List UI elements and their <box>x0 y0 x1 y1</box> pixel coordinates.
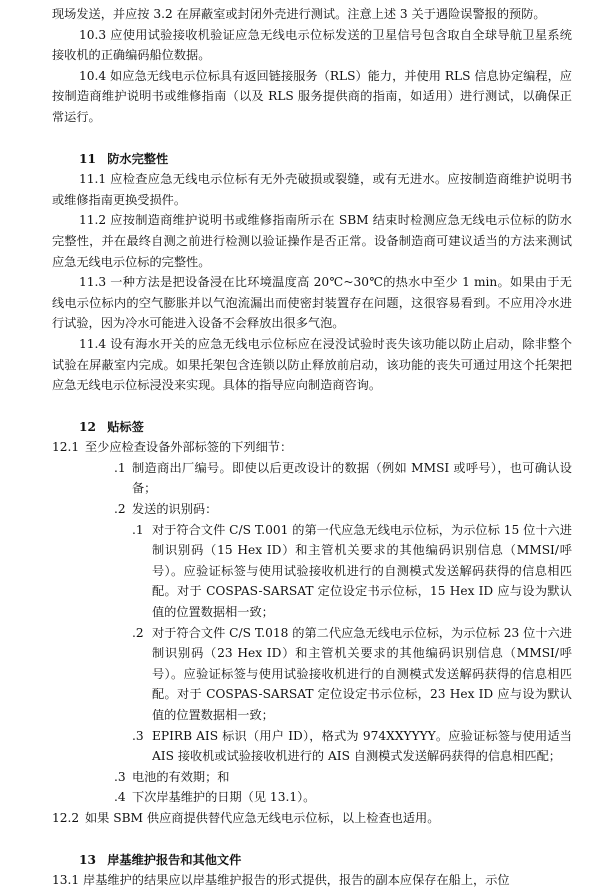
list-item-text: 对于符合文件 C/S T.018 的第二代应急无线电示位标，为示位标 23 位十六进制识别码（23 Hex ID）和主管机关要求的其他编码识别信息（MMSI/呼号）。应验证标签与使用试验接收机进行的自测模式发送解码获得的信息相匹配。对于 COSPAS-SARSAT 定位设定书示位标，23 Hex ID 应与设为默认值的位置数据相一致； <box>152 625 572 722</box>
list-item-text: 下次岸基维护的日期（见 13.1）。 <box>132 790 316 805</box>
section-13-title: 岸基维护报告和其他文件 <box>107 852 242 867</box>
list-item-12-1-2-1 <box>52 520 572 623</box>
list-item-number: .3 <box>114 769 126 784</box>
list-item-12-1-3 <box>52 767 572 788</box>
para-11-4: 11.4 设有海水开关的应急无线电示位标应在浸没试验时丧失该功能以防止启动，除非整个试验在屏蔽室内完成。如果托架包含连锁以防止释放前启动，该功能的丧失可通过用这个托架把应急无线电示位标浸没来实现。具体的指导应向制造商咨询。 <box>52 336 572 393</box>
list-item-text: 发送的识别码： <box>132 502 218 517</box>
list-item-12-1-2-2 <box>52 623 572 726</box>
para-12-1 <box>52 437 572 458</box>
list-item-12-1-2-3 <box>52 726 572 767</box>
section-11-heading <box>52 149 572 170</box>
list-item-number: .2 <box>132 625 144 640</box>
para-10-4: 10.4 如应急无线电示位标具有返回链接服务（RLS）能力，并使用 RLS 信息协定编程，应按制造商维护说明书或维修指南（以及 RLS 服务提供商的指南，如适用）进行测试，以确保正常运行。 <box>52 68 572 124</box>
section-11-number: 11 <box>79 151 96 166</box>
para-11-3: 11.3 一种方法是把设备浸在比环境温度高 20℃~30℃的热水中至少 1 min。如果由于无线电示位标内的空气膨胀并以气泡流漏出而使密封装置存在问题，这很容易看到。不应用冷水进行试验，因为冷水可能进入设备不会释放出很多气泡。 <box>52 275 572 331</box>
para-10-3: 10.3 应使用试验接收机验证应急无线电示位标发送的卫星信号包含取自全球导航卫星系统接收机的正确编码船位数据。 <box>52 27 572 63</box>
list-item-text: 对于符合文件 C/S T.001 的第一代应急无线电示位标，为示位标 15 位十六进制识别码（15 Hex ID）和主管机关要求的其他编码识别信息（MMSI/呼号）。应验证标签与使用试验接收机进行的自测模式发送解码获得的信息相匹配。对于 COSPAS-SARSAT 定位设定书示位标，15 Hex ID 应与设为默认值的位置数据相一致； <box>152 522 572 620</box>
document-page <box>52 4 572 891</box>
para-12-1-text: 至少应检查设备外部标签的下列细节： <box>85 440 293 455</box>
para-11-1: 11.1 应检查应急无线电示位标有无外壳破损或裂缝，或有无进水。应按制造商维护说明书或维修指南更换受损件。 <box>52 172 572 207</box>
list-item-text: 制造商出厂编号。即使以后更改设计的数据（例如 MMSI 或呼号），也可确认设备； <box>132 460 572 496</box>
list-item-12-1-2 <box>52 499 572 520</box>
para-12-2-text: 如果 SBM 供应商提供替代应急无线电示位标，以上检查也适用。 <box>85 810 440 825</box>
list-item-text: 电池的有效期；和 <box>132 769 230 784</box>
section-10-continuation: 现场发送，并应按 3.2 在屏蔽室或封闭外壳进行测试。注意上述 3 关于遇险误警报的预防。 <box>52 7 546 21</box>
list-item-12-1-4 <box>52 787 572 808</box>
para-12-2-number: 12.2 <box>52 810 80 825</box>
list-item-text: EPIRB AIS 标识（用户 ID），格式为 974XXYYYY。应验证标签与使用适当 AIS 接收机或试验接收机进行的 AIS 自测模式发送解码获得的信息相匹配； <box>152 728 572 764</box>
para-13-1: 13.1 岸基维护的结果应以岸基维护报告的形式提供，报告的副本应保存在船上，示位 <box>52 873 510 888</box>
para-12-2 <box>52 808 572 829</box>
list-item-number: .1 <box>114 460 126 475</box>
list-item-number: .3 <box>132 728 144 743</box>
section-12-title: 贴标签 <box>107 419 144 434</box>
para-11-2: 11.2 应按制造商维护说明书或维修指南所示在 SBM 结束时检测应急无线电示位标的防水完整性，并在最终自测之前进行检测以验证操作是否正常。设备制造商可建议适当的方法来测试应急无线电示位标的完整性。 <box>52 213 572 269</box>
section-12-heading <box>52 417 572 438</box>
list-item-number: .4 <box>114 790 126 805</box>
list-item-number: .1 <box>132 522 144 537</box>
section-13-number: 13 <box>79 852 96 867</box>
para-12-1-number: 12.1 <box>52 440 80 455</box>
list-item-12-1-1 <box>52 458 572 499</box>
section-12-number: 12 <box>79 419 96 434</box>
list-item-number: .2 <box>114 502 126 517</box>
section-11-title: 防水完整性 <box>107 151 169 166</box>
section-13-heading <box>52 850 572 871</box>
